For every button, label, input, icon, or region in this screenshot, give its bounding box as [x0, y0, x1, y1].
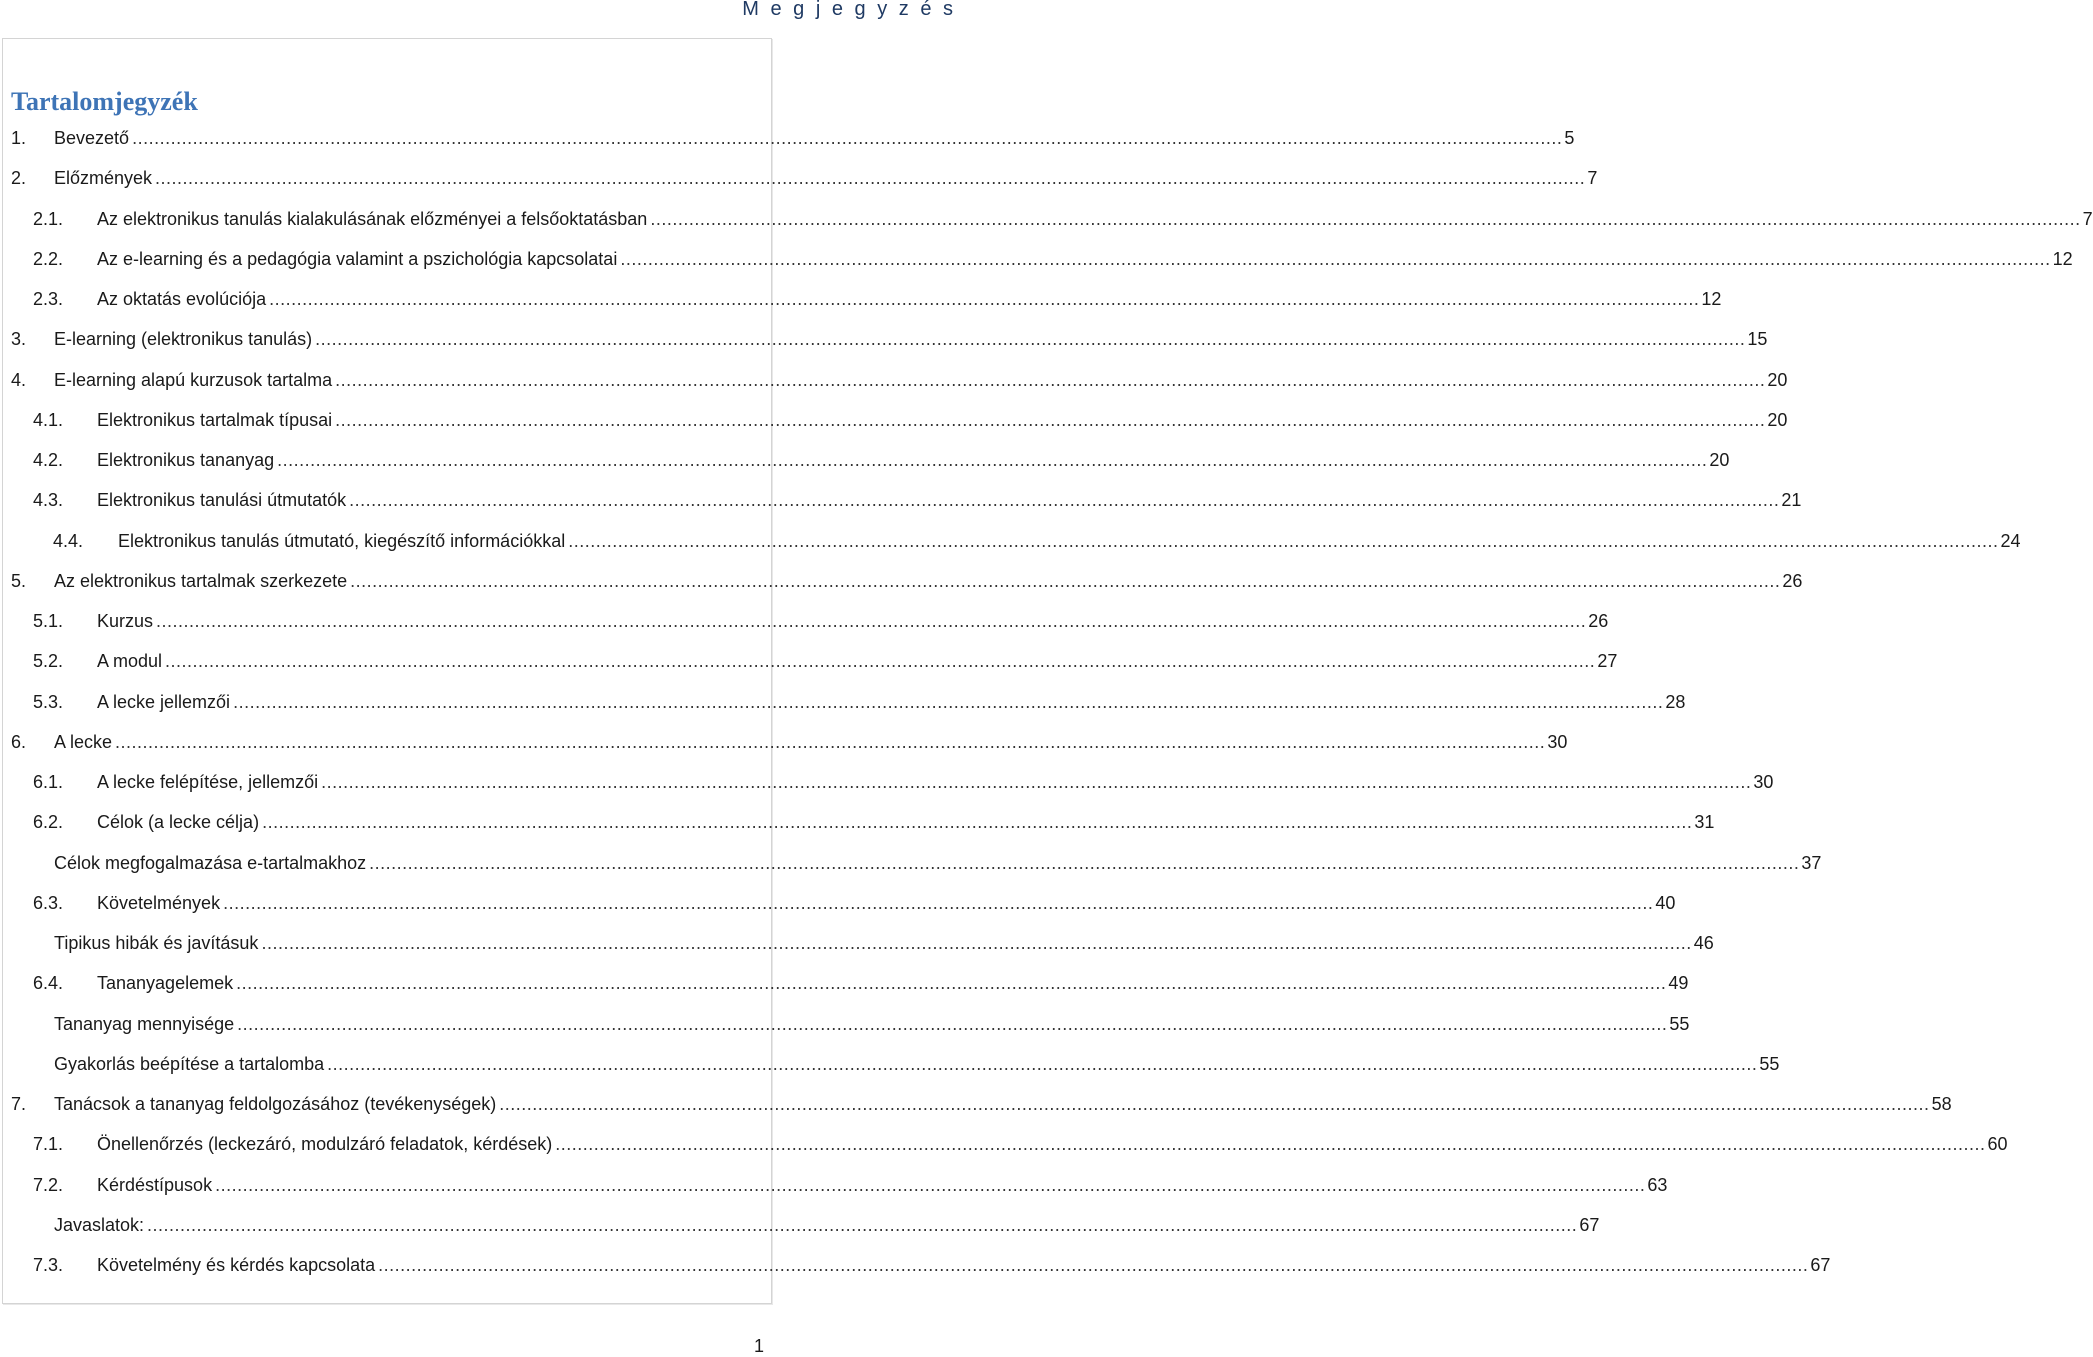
toc-entry-label: Az oktatás evolúciója — [97, 289, 267, 309]
toc-entry-label: Elektronikus tananyag — [97, 450, 275, 470]
toc-dot-leader: .................................................................................................................................................................................................................................................................... — [233, 691, 1664, 712]
toc-entry-page: 20 — [1709, 450, 1730, 470]
toc-entry-label: Előzmények — [54, 168, 153, 189]
toc-entry-line — [54, 319, 1768, 359]
toc-entry-number: 7. — [11, 1094, 27, 1114]
toc-entry-page: 67 — [1810, 1255, 1831, 1275]
toc-entry-line — [97, 239, 2073, 279]
toc-dot-leader: .................................................................................................................................................................................................................................................................... — [155, 168, 1586, 189]
toc-entry-line — [54, 843, 1822, 883]
toc-dot-leader: .................................................................................................................................................................................................................................................................... — [236, 973, 1667, 994]
toc-dot-leader: .................................................................................................................................................................................................................................................................... — [156, 611, 1587, 631]
toc-entry-page: 26 — [1782, 570, 1803, 591]
toc-entry-line — [97, 641, 1618, 681]
toc-title: Tartalomjegyzék — [11, 87, 198, 116]
toc-entry-label: Célok (a lecke célja) — [97, 812, 260, 833]
toc-entry[interactable] — [0, 1084, 1952, 1124]
toc-entry-page: 55 — [1759, 1053, 1780, 1074]
toc-entry-line — [97, 682, 1686, 722]
toc-entry-number: 4.2. — [33, 450, 64, 470]
toc-entry-line — [97, 963, 1689, 1003]
toc-entry-line — [97, 440, 1730, 480]
toc-entry-number: 2. — [11, 168, 27, 189]
toc-entry-line — [54, 360, 1788, 400]
toc-entry[interactable] — [0, 682, 1686, 722]
toc-entry[interactable] — [0, 279, 1722, 319]
toc-entry-label: Követelmények — [97, 892, 221, 913]
toc-entry-number: 5.3. — [33, 691, 64, 712]
running-header: M e g j e g y z é s — [742, 0, 956, 20]
toc-entry-number: 2.1. — [33, 208, 64, 229]
toc-entry-page: 49 — [1668, 973, 1689, 994]
toc-entry[interactable] — [0, 722, 1568, 762]
toc-dot-leader: .................................................................................................................................................................................................................................................................... — [555, 1134, 1986, 1155]
toc-entry-number: 5.1. — [33, 611, 64, 631]
toc-entry-page: 46 — [1693, 933, 1714, 953]
toc-entry[interactable] — [0, 1004, 1690, 1044]
toc-entry-number: 6.1. — [33, 772, 64, 792]
toc-entry[interactable] — [0, 521, 2021, 561]
toc-entry-label: Gyakorlás beépítése a tartalomba — [54, 1053, 325, 1074]
toc-entry-page: 27 — [1597, 651, 1618, 672]
toc-entry-page: 58 — [1931, 1094, 1952, 1114]
toc-entry[interactable] — [0, 440, 1730, 480]
toc-entry-page: 12 — [2052, 248, 2073, 269]
toc-entry-line — [54, 923, 1714, 963]
toc-entry-page: 12 — [1701, 289, 1722, 309]
toc-dot-leader: .................................................................................................................................................................................................................................................................... — [350, 570, 1781, 591]
toc-dot-leader: .................................................................................................................................................................................................................................................................... — [349, 490, 1780, 511]
toc-entry[interactable] — [0, 319, 1768, 359]
toc-entry[interactable] — [0, 480, 1802, 520]
toc-dot-leader: .................................................................................................................................................................................................................................................................... — [261, 933, 1692, 953]
toc-entry[interactable] — [0, 963, 1689, 1003]
toc-entry[interactable] — [0, 883, 1676, 923]
toc-entry-label: Kurzus — [97, 611, 154, 631]
toc-entry-page: 30 — [1753, 772, 1774, 792]
toc-entry-line — [97, 1165, 1668, 1205]
toc-entry-page: 20 — [1767, 409, 1788, 430]
toc-entry-label: A lecke felépítése, jellemzői — [97, 772, 319, 792]
toc-entry-label: Bevezető — [54, 128, 130, 148]
toc-entry-line — [97, 199, 2093, 239]
toc-entry[interactable] — [0, 601, 1609, 641]
toc-entry-number: 6.4. — [33, 973, 64, 994]
toc-entry[interactable] — [0, 239, 2073, 279]
toc-entry-label: Az elektronikus tanulás kialakulásának előzményei a felsőoktatásban — [97, 208, 648, 229]
toc-entry-line — [54, 1044, 1780, 1084]
toc-entry-number: 3. — [11, 329, 27, 350]
toc-entry-line — [97, 802, 1715, 842]
toc-entry-number: 4.1. — [33, 409, 64, 430]
toc-dot-leader: .................................................................................................................................................................................................................................................................... — [568, 530, 1999, 551]
toc-entry-number: 1. — [11, 128, 27, 148]
toc-entry-label: E-learning (elektronikus tanulás) — [54, 329, 313, 350]
toc-dot-leader: .................................................................................................................................................................................................................................................................... — [378, 1255, 1809, 1275]
toc-entry-page: 15 — [1747, 329, 1768, 350]
toc-entry-label: Elektronikus tartalmak típusai — [97, 409, 333, 430]
toc-dot-leader: .................................................................................................................................................................................................................................................................... — [650, 208, 2081, 229]
toc-entry-line — [97, 762, 1774, 802]
page-number: 1 — [753, 1336, 764, 1356]
toc-entry-page: 7 — [1587, 168, 1598, 189]
toc-entry[interactable] — [0, 641, 1618, 681]
toc-dot-leader: .................................................................................................................................................................................................................................................................... — [262, 812, 1693, 833]
toc-list — [0, 118, 2093, 1285]
toc-entry[interactable] — [0, 1205, 1600, 1245]
toc-entry[interactable] — [0, 199, 2093, 239]
toc-entry-page: 21 — [1781, 490, 1802, 511]
toc-entry-page: 20 — [1767, 369, 1788, 390]
toc-entry-number: 4.3. — [33, 490, 64, 511]
toc-entry[interactable] — [0, 561, 1803, 601]
toc-entry-page: 7 — [2082, 208, 2093, 229]
toc-entry-label: Célok megfogalmazása e-tartalmakhoz — [54, 852, 367, 873]
toc-entry-label: Az elektronikus tartalmak szerkezete — [54, 570, 348, 591]
toc-entry-page: 28 — [1665, 691, 1686, 712]
toc-entry-number: 7.1. — [33, 1134, 64, 1155]
toc-entry-label: Tipikus hibák és javításuk — [54, 933, 259, 953]
toc-entry-line — [54, 1004, 1690, 1044]
toc-entry[interactable] — [0, 1165, 1668, 1205]
toc-entry-line — [54, 561, 1803, 601]
toc-entry-number: 6.2. — [33, 812, 64, 833]
toc-entry[interactable] — [0, 1245, 1831, 1285]
toc-dot-leader: .................................................................................................................................................................................................................................................................... — [315, 329, 1746, 350]
toc-entry-line — [97, 1124, 2008, 1164]
toc-dot-leader: .................................................................................................................................................................................................................................................................... — [369, 852, 1800, 873]
toc-entry-line — [97, 279, 1722, 319]
toc-entry-number: 4. — [11, 369, 27, 390]
toc-entry-line — [97, 480, 1802, 520]
toc-entry-label: Elektronikus tanulási útmutatók — [97, 490, 347, 511]
toc-dot-leader: .................................................................................................................................................................................................................................................................... — [115, 731, 1546, 752]
toc-dot-leader: .................................................................................................................................................................................................................................................................... — [321, 772, 1752, 792]
toc-dot-leader: .................................................................................................................................................................................................................................................................... — [327, 1053, 1758, 1074]
toc-entry-label: A lecke — [54, 731, 113, 752]
toc-entry[interactable] — [0, 802, 1715, 842]
toc-dot-leader: .................................................................................................................................................................................................................................................................... — [277, 450, 1708, 470]
toc-entry[interactable] — [0, 1044, 1780, 1084]
toc-entry-line — [97, 883, 1676, 923]
toc-entry-line — [97, 400, 1788, 440]
toc-dot-leader: .................................................................................................................................................................................................................................................................... — [165, 651, 1596, 672]
toc-entry-number: 5. — [11, 570, 27, 591]
toc-entry-label: Elektronikus tanulás útmutató, kiegészítő információkkal — [118, 530, 566, 551]
toc-entry-label: Az e-learning és a pedagógia valamint a pszichológia kapcsolatai — [97, 248, 618, 269]
toc-dot-leader: .................................................................................................................................................................................................................................................................... — [237, 1013, 1668, 1034]
toc-entry-label: Tananyag mennyisége — [54, 1013, 235, 1034]
toc-entry-number: 2.3. — [33, 289, 64, 309]
toc-entry[interactable] — [0, 360, 1788, 400]
toc-entry-page: 5 — [1564, 128, 1575, 148]
toc-dot-leader: .................................................................................................................................................................................................................................................................... — [147, 1214, 1578, 1235]
toc-entry[interactable] — [0, 843, 1822, 883]
toc-entry-page: 55 — [1669, 1013, 1690, 1034]
toc-entry-line — [54, 1084, 1952, 1124]
toc-entry-line — [54, 118, 1575, 158]
toc-entry-line — [54, 158, 1598, 198]
toc-dot-leader: .................................................................................................................................................................................................................................................................... — [335, 369, 1766, 390]
toc-entry[interactable] — [0, 762, 1774, 802]
toc-entry-label: Önellenőrzés (leckezáró, modulzáró feladatok, kérdések) — [97, 1134, 553, 1155]
toc-entry-label: Kérdéstípusok — [97, 1174, 213, 1195]
toc-entry-number: 5.2. — [33, 651, 64, 672]
toc-entry[interactable] — [0, 923, 1714, 963]
toc-dot-leader: .................................................................................................................................................................................................................................................................... — [215, 1174, 1646, 1195]
toc-entry-label: Javaslatok: — [54, 1214, 145, 1235]
toc-entry-line — [118, 521, 2021, 561]
toc-dot-leader: .................................................................................................................................................................................................................................................................... — [335, 409, 1766, 430]
toc-entry-page: 24 — [2000, 530, 2021, 551]
toc-entry[interactable] — [0, 118, 1575, 158]
toc-entry-page: 31 — [1694, 812, 1715, 833]
toc-entry-line — [97, 601, 1609, 641]
toc-entry[interactable] — [0, 400, 1788, 440]
toc-entry-label: Követelmény és kérdés kapcsolata — [97, 1255, 376, 1275]
toc-dot-leader: .................................................................................................................................................................................................................................................................... — [499, 1094, 1930, 1114]
toc-entry-line — [97, 1245, 1831, 1285]
toc-dot-leader: .................................................................................................................................................................................................................................................................... — [620, 248, 2051, 269]
toc-entry-number: 6.3. — [33, 892, 64, 913]
toc-entry-label: A lecke jellemzői — [97, 691, 231, 712]
toc-entry-page: 37 — [1801, 852, 1822, 873]
toc-entry-label: E-learning alapú kurzusok tartalma — [54, 369, 333, 390]
toc-entry-page: 63 — [1647, 1174, 1668, 1195]
toc-entry-number: 2.2. — [33, 248, 64, 269]
toc-entry-line — [54, 1205, 1600, 1245]
toc-entry-label: A modul — [97, 651, 163, 672]
toc-entry-number: 7.3. — [33, 1255, 64, 1275]
toc-entry-label: Tanácsok a tananyag feldolgozásához (tevékenységek) — [54, 1094, 497, 1114]
toc-entry-number: 7.2. — [33, 1174, 64, 1195]
toc-dot-leader: .................................................................................................................................................................................................................................................................... — [269, 289, 1700, 309]
toc-entry[interactable] — [0, 158, 1598, 198]
toc-entry-number: 4.4. — [53, 530, 84, 551]
toc-dot-leader: .................................................................................................................................................................................................................................................................... — [223, 892, 1654, 913]
toc-entry-page: 26 — [1588, 611, 1609, 631]
toc-entry[interactable] — [0, 1124, 2008, 1164]
toc-entry-page: 30 — [1547, 731, 1568, 752]
toc-entry-label: Tananyagelemek — [97, 973, 234, 994]
toc-entry-page: 67 — [1579, 1214, 1600, 1235]
toc-entry-line — [54, 722, 1568, 762]
toc-entry-page: 60 — [1987, 1134, 2008, 1155]
toc-dot-leader: .................................................................................................................................................................................................................................................................... — [132, 128, 1563, 148]
toc-entry-number: 6. — [11, 731, 27, 752]
toc-entry-page: 40 — [1655, 892, 1676, 913]
